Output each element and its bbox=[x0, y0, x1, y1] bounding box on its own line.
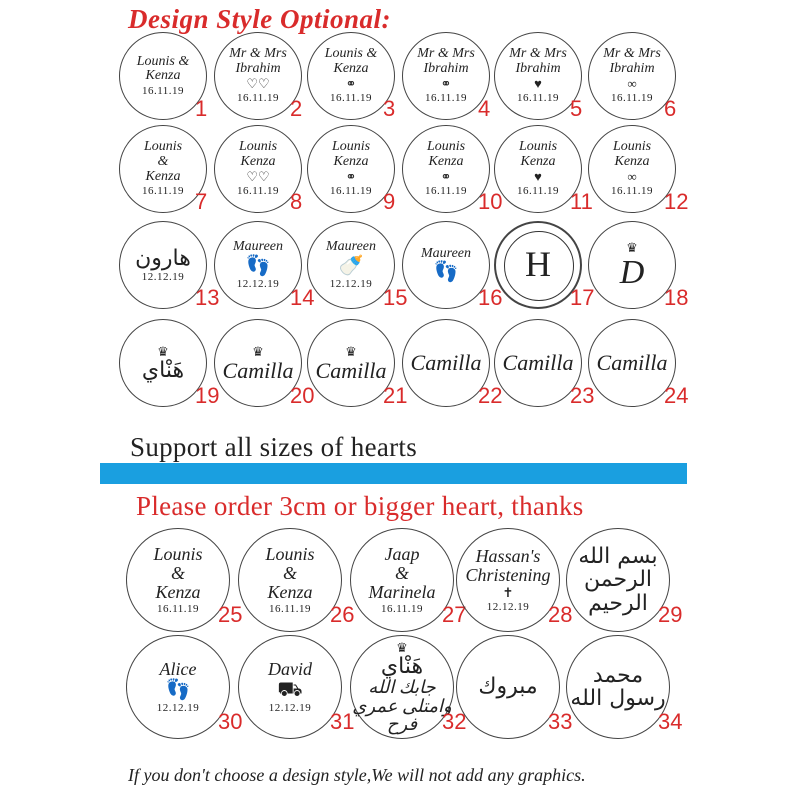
seal-l2: & bbox=[170, 562, 185, 583]
seal-design-9[interactable] bbox=[307, 125, 395, 213]
design-number-1: 1 bbox=[195, 96, 208, 121]
design-number-3: 3 bbox=[383, 96, 396, 121]
seal-date: 16.11.19 bbox=[329, 92, 373, 105]
seal-design-2[interactable] bbox=[214, 32, 302, 120]
design-number-34: 34 bbox=[658, 709, 683, 734]
seal-l1: Lounis bbox=[426, 139, 466, 155]
seal-date: 16.11.19 bbox=[610, 185, 654, 198]
seal-l1: Maureen bbox=[232, 238, 284, 254]
seal-date: 16.11.19 bbox=[516, 185, 560, 198]
design-number-10: 10 bbox=[478, 189, 503, 214]
seal-l2: Ibrahim bbox=[609, 60, 655, 76]
seal-l2: Kenza bbox=[333, 153, 369, 169]
seal-l1: Mr & Mrs bbox=[509, 46, 567, 62]
design-number-9: 9 bbox=[383, 189, 396, 214]
seal-design-13[interactable] bbox=[119, 221, 207, 309]
seal-l1: Alice bbox=[159, 658, 197, 679]
footer-note: If you don't choose a design style,We will not add any graphics. bbox=[128, 765, 586, 785]
seal-design-28[interactable] bbox=[456, 528, 560, 632]
seal-l2: Ibrahim bbox=[423, 60, 469, 76]
seal-design-19[interactable] bbox=[119, 319, 207, 407]
seal-design-10[interactable] bbox=[402, 125, 490, 213]
seal-design-14[interactable] bbox=[214, 221, 302, 309]
seal-design-5[interactable] bbox=[494, 32, 582, 120]
design-number-33: 33 bbox=[548, 709, 573, 734]
heart-icon: ♥ bbox=[534, 76, 542, 92]
seal-l2: & bbox=[157, 153, 169, 169]
seal-l1: Maureen bbox=[325, 238, 377, 254]
design-number-29: 29 bbox=[658, 602, 683, 627]
seal-arabic: هارون bbox=[135, 245, 191, 271]
seal-date: 12.12.19 bbox=[156, 701, 200, 714]
seal-l1: Mr & Mrs bbox=[229, 46, 287, 62]
two-hearts-icon: ♡♡ bbox=[246, 169, 270, 185]
seal-design-31[interactable] bbox=[238, 635, 342, 739]
seal-arabic: بسم الله الرحمن الرحيم bbox=[578, 544, 658, 616]
infinity-icon: ∞ bbox=[627, 76, 637, 92]
design-number-23: 23 bbox=[570, 383, 595, 408]
design-number-15: 15 bbox=[383, 285, 408, 310]
design-number-12: 12 bbox=[664, 189, 689, 214]
design-number-18: 18 bbox=[664, 285, 689, 310]
design-number-13: 13 bbox=[195, 285, 220, 310]
seal-design-16[interactable] bbox=[402, 221, 490, 309]
seal-date: 16.11.19 bbox=[424, 185, 468, 198]
design-number-24: 24 bbox=[664, 383, 689, 408]
seal-date: 12.12.19 bbox=[236, 277, 280, 290]
design-number-21: 21 bbox=[383, 383, 408, 408]
seal-design-20[interactable] bbox=[214, 319, 302, 407]
seal-l1: Hassan's bbox=[475, 545, 541, 566]
seal-design-27[interactable] bbox=[350, 528, 454, 632]
design-number-4: 4 bbox=[478, 96, 491, 121]
baby-feet-icon: 👣 bbox=[245, 254, 271, 277]
seal-design-21[interactable] bbox=[307, 319, 395, 407]
seal-design-3[interactable] bbox=[307, 32, 395, 120]
seal-big: Camilla bbox=[410, 350, 482, 376]
design-number-30: 30 bbox=[218, 709, 243, 734]
seal-l1: Lounis bbox=[153, 543, 203, 564]
seal-l2: وامتلى عمري bbox=[352, 695, 452, 716]
seal-arabic: محمد رسول الله bbox=[570, 662, 666, 711]
seal-l1: Lounis bbox=[265, 543, 315, 564]
seal-l2: Kenza bbox=[333, 60, 369, 76]
seal-l1: Lounis & bbox=[136, 53, 190, 69]
design-number-14: 14 bbox=[290, 285, 315, 310]
seal-l2: Kenza bbox=[145, 68, 181, 84]
seal-l3: Kenza bbox=[155, 581, 201, 602]
rings-icon: ⚭ bbox=[345, 76, 357, 92]
rings-icon: ⚭ bbox=[345, 169, 357, 185]
seal-l1: Mr & Mrs bbox=[603, 46, 661, 62]
design-number-16: 16 bbox=[478, 285, 503, 310]
inner-ring bbox=[504, 231, 574, 301]
seal-l1: Lounis bbox=[612, 139, 652, 155]
design-number-11: 11 bbox=[570, 189, 593, 214]
seal-l3: فرح bbox=[386, 714, 418, 735]
seal-big: D bbox=[619, 253, 645, 291]
seal-design-34[interactable] bbox=[566, 635, 670, 739]
seal-l1: Mr & Mrs bbox=[417, 46, 475, 62]
seal-l2: Christening bbox=[465, 564, 551, 585]
seal-big: Camilla bbox=[222, 357, 294, 383]
seal-big: Camilla bbox=[315, 357, 387, 383]
seal-design-11[interactable] bbox=[494, 125, 582, 213]
seal-date: 16.11.19 bbox=[380, 602, 424, 615]
design-number-5: 5 bbox=[570, 96, 583, 121]
seal-design-26[interactable] bbox=[238, 528, 342, 632]
page-title: Design Style Optional: bbox=[128, 4, 392, 34]
rings-icon: ⚭ bbox=[440, 169, 452, 185]
seal-l1: Jaap bbox=[384, 543, 420, 564]
design-number-25: 25 bbox=[218, 602, 243, 627]
seal-design-32[interactable] bbox=[350, 635, 454, 739]
crown-icon: ♛ bbox=[157, 343, 169, 359]
seal-date: 16.11.19 bbox=[424, 92, 468, 105]
seal-date: 12.12.19 bbox=[268, 701, 312, 714]
design-number-8: 8 bbox=[290, 189, 303, 214]
seal-l1: Lounis bbox=[518, 139, 558, 155]
seal-l1: Lounis & bbox=[324, 46, 378, 62]
seal-l2: & bbox=[394, 562, 409, 583]
two-hearts-icon: ♡♡ bbox=[246, 76, 270, 92]
seal-design-33[interactable] bbox=[456, 635, 560, 739]
divider-bar bbox=[100, 463, 687, 484]
seal-l1: Lounis bbox=[238, 139, 278, 155]
seal-l1: Lounis bbox=[331, 139, 371, 155]
seal-big: Camilla bbox=[596, 350, 668, 376]
crown-icon: ♛ bbox=[626, 239, 638, 255]
support-heading: Support all sizes of hearts bbox=[130, 432, 418, 462]
seal-arabic: هَنْاي bbox=[380, 653, 424, 679]
seal-date: 16.11.19 bbox=[329, 185, 373, 198]
seal-date: 12.12.19 bbox=[486, 600, 530, 613]
design-number-6: 6 bbox=[664, 96, 677, 121]
seal-design-15[interactable] bbox=[307, 221, 395, 309]
design-number-17: 17 bbox=[570, 285, 595, 310]
stroller-icon: ⛟ bbox=[277, 678, 303, 701]
design-number-27: 27 bbox=[442, 602, 467, 627]
design-number-7: 7 bbox=[195, 189, 208, 214]
seal-design-22[interactable] bbox=[402, 319, 490, 407]
design-number-20: 20 bbox=[290, 383, 315, 408]
seal-design-30[interactable] bbox=[126, 635, 230, 739]
crown-icon: ♛ bbox=[252, 343, 264, 359]
seal-date: 12.12.19 bbox=[141, 270, 185, 283]
design-number-19: 19 bbox=[195, 383, 220, 408]
design-number-2: 2 bbox=[290, 96, 303, 121]
seal-design-8[interactable] bbox=[214, 125, 302, 213]
seal-date: 16.11.19 bbox=[268, 602, 312, 615]
seal-big: H bbox=[525, 244, 551, 285]
baby-feet-icon: 👣 bbox=[433, 261, 459, 284]
design-number-28: 28 bbox=[548, 602, 573, 627]
seal-l3: Kenza bbox=[267, 581, 313, 602]
seal-design-1[interactable] bbox=[119, 32, 207, 120]
seal-date: 16.11.19 bbox=[156, 602, 200, 615]
seal-l1: David bbox=[268, 658, 312, 679]
seal-date: 16.11.19 bbox=[141, 185, 185, 198]
seal-l2: Kenza bbox=[520, 153, 556, 169]
seal-l1: Lounis bbox=[143, 139, 183, 155]
seal-arabic: هَنْاي bbox=[141, 357, 185, 383]
seal-design-29[interactable] bbox=[566, 528, 670, 632]
seal-design-24[interactable] bbox=[588, 319, 676, 407]
seal-design-23[interactable] bbox=[494, 319, 582, 407]
design-number-32: 32 bbox=[442, 709, 467, 734]
order-notice: Please order 3cm or bigger heart, thanks bbox=[136, 491, 584, 521]
seal-design-12[interactable] bbox=[588, 125, 676, 213]
crown-icon: ♛ bbox=[345, 343, 357, 359]
cross-icon: ✝ bbox=[502, 584, 514, 600]
seal-l1: جابك الله bbox=[368, 676, 436, 697]
seal-l2: Ibrahim bbox=[235, 60, 281, 76]
seal-date: 16.11.19 bbox=[141, 84, 185, 97]
baby-bottle-icon: 🍼 bbox=[338, 254, 364, 277]
seal-big: Camilla bbox=[502, 350, 574, 376]
seal-date: 16.11.19 bbox=[236, 92, 280, 105]
design-number-22: 22 bbox=[478, 383, 503, 408]
seal-arabic: مبروك bbox=[478, 674, 538, 700]
seal-design-18[interactable] bbox=[588, 221, 676, 309]
seal-design-25[interactable] bbox=[126, 528, 230, 632]
seal-date: 16.11.19 bbox=[236, 185, 280, 198]
seal-l1: Maureen bbox=[420, 245, 472, 261]
heart-icon: ♥ bbox=[534, 169, 542, 185]
seal-l2: Kenza bbox=[614, 153, 650, 169]
seal-design-17[interactable] bbox=[494, 221, 582, 309]
seal-l2: Kenza bbox=[240, 153, 276, 169]
baby-feet-icon: 👣 bbox=[165, 678, 191, 701]
design-number-31: 31 bbox=[330, 709, 355, 734]
infinity-icon: ∞ bbox=[627, 169, 637, 185]
seal-design-7[interactable] bbox=[119, 125, 207, 213]
seal-l3: Marinela bbox=[368, 581, 436, 602]
seal-design-6[interactable] bbox=[588, 32, 676, 120]
seal-l2: Kenza bbox=[428, 153, 464, 169]
seal-design-4[interactable] bbox=[402, 32, 490, 120]
seal-l2: & bbox=[282, 562, 297, 583]
seal-l3: Kenza bbox=[145, 168, 181, 184]
seal-date: 16.11.19 bbox=[610, 92, 654, 105]
rings-icon: ⚭ bbox=[440, 76, 452, 92]
seal-date: 16.11.19 bbox=[516, 92, 560, 105]
design-number-26: 26 bbox=[330, 602, 355, 627]
crown-icon: ♛ bbox=[396, 639, 408, 655]
seal-date: 12.12.19 bbox=[329, 277, 373, 290]
seal-l2: Ibrahim bbox=[515, 60, 561, 76]
